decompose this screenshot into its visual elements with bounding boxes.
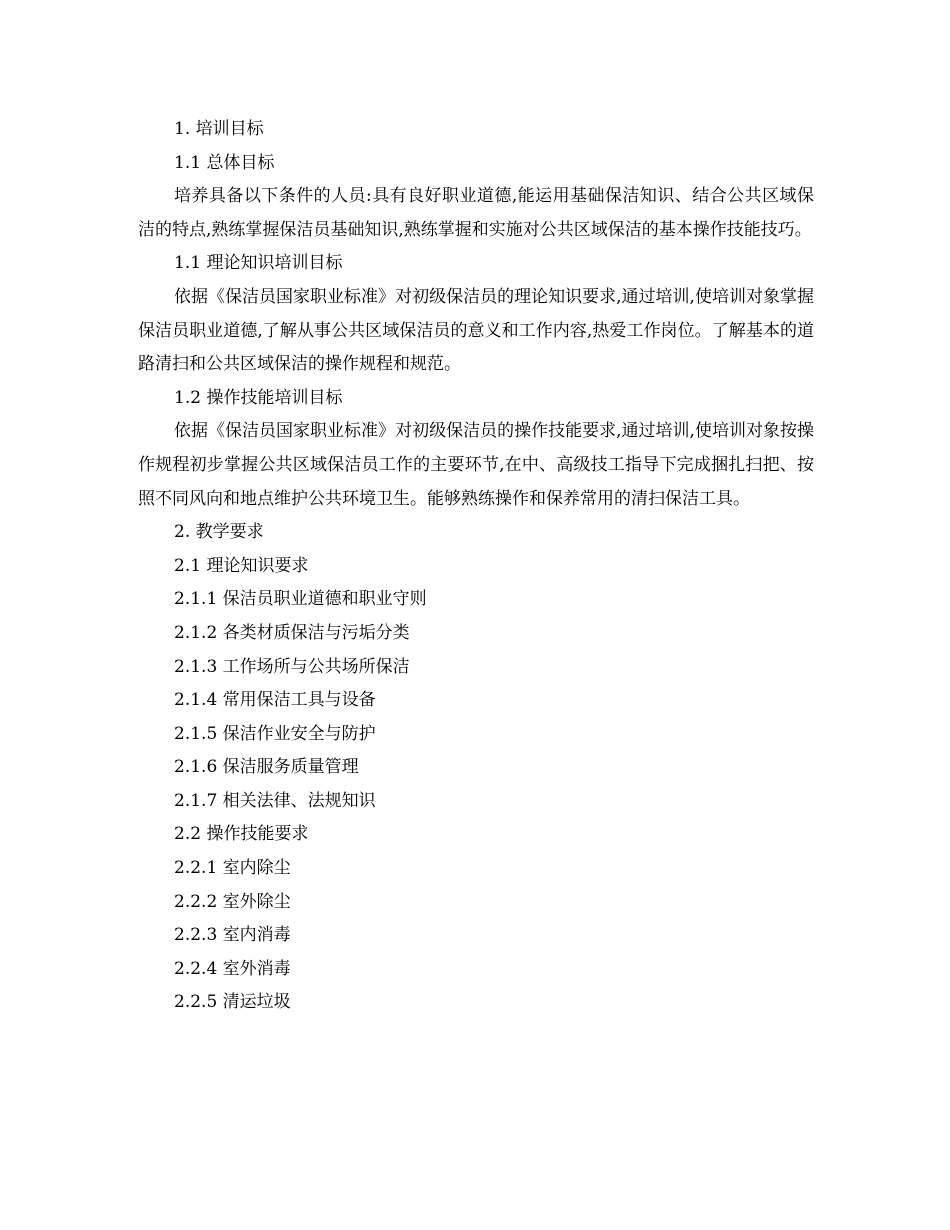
subsection-heading-theory-requirements: 2.1 理论知识要求 — [174, 555, 309, 576]
paragraph-overall-goal: 培养具备以下条件的人员:具有良好职业道德,能运用基础保洁知识、结合公共区域保洁的特点,熟练掌握保洁员基础知识,熟练掌握和实施对公共区域保洁的基本操作技能技巧。 — [138, 186, 814, 240]
list-item-2-1-4: 2.1.4 常用保洁工具与设备 — [174, 690, 376, 711]
subsection-heading-overall-goal: 1.1 总体目标 — [174, 152, 275, 173]
list-item-2-1-3: 2.1.3 工作场所与公共场所保洁 — [174, 656, 410, 677]
section-heading-teaching-requirements: 2. 教学要求 — [174, 522, 264, 543]
list-item-2-1-6: 2.1.6 保洁服务质量管理 — [174, 757, 359, 778]
list-item-2-2-4: 2.2.4 室外消毒 — [174, 958, 291, 979]
list-item-2-2-1: 2.2.1 室内除尘 — [174, 858, 291, 879]
list-item-2-2-2: 2.2.2 室外除尘 — [174, 891, 291, 912]
document-page — [138, 113, 814, 1020]
list-item-2-1-5: 2.1.5 保洁作业安全与防护 — [174, 723, 376, 744]
subsection-heading-skill-goal: 1.2 操作技能培训目标 — [174, 387, 343, 408]
subsection-heading-theory-goal: 1.1 理论知识培训目标 — [174, 253, 343, 274]
list-item-2-1-2: 2.1.2 各类材质保洁与污垢分类 — [174, 622, 410, 643]
list-item-2-1-1: 2.1.1 保洁员职业道德和职业守则 — [174, 589, 427, 610]
paragraph-theory-goal: 依据《保洁员国家职业标准》对初级保洁员的理论知识要求,通过培训,使培训对象掌握保洁员职业道德,了解从事公共区域保洁员的意义和工作内容,热爱工作岗位。了解基本的道路清扫和公共区域保洁的操作规程和规范。 — [138, 286, 814, 375]
list-item-2-1-7: 2.1.7 相关法律、法规知识 — [174, 790, 376, 811]
list-item-2-2-5: 2.2.5 清运垃圾 — [174, 992, 291, 1013]
paragraph-skill-goal: 依据《保洁员国家职业标准》对初级保洁员的操作技能要求,通过培训,使培训对象按操作规程初步掌握公共区域保洁员工作的主要环节,在中、高级技工指导下完成捆扎扫把、按照不同风向和地点维护公共环境卫生。能够熟练操作和保养常用的清扫保洁工具。 — [138, 421, 814, 509]
section-heading-training-goals: 1. 培训目标 — [174, 119, 264, 139]
subsection-heading-skill-requirements: 2.2 操作技能要求 — [174, 824, 309, 845]
list-item-2-2-3: 2.2.3 室内消毒 — [174, 925, 291, 946]
